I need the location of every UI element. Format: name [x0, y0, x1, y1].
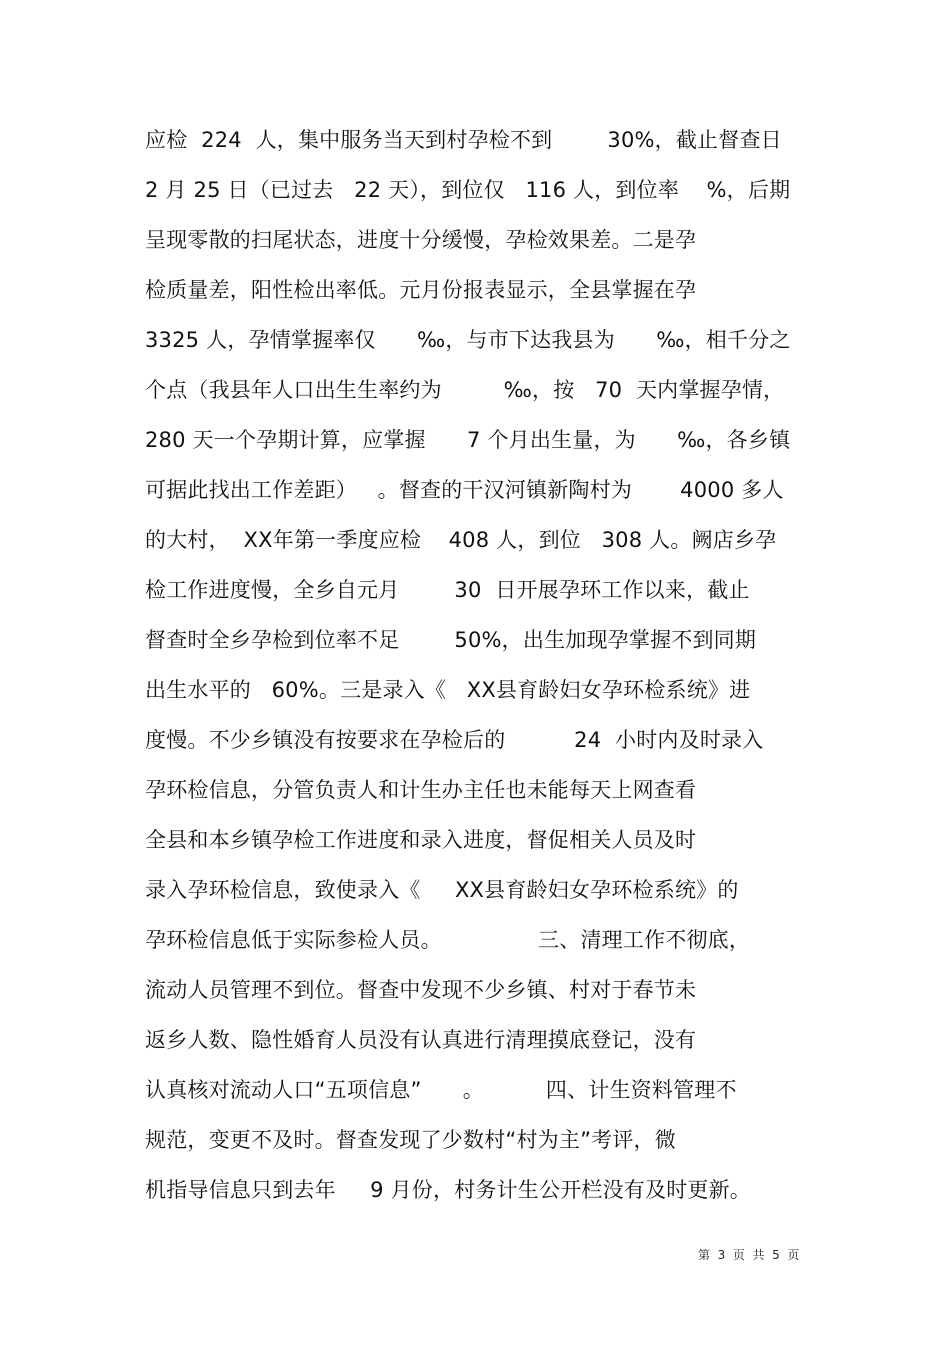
text-line: 全县和本乡镇孕检工作进度和录入进度，督促相关人员及时 — [145, 828, 697, 852]
text-line: 3325 人，孕情掌握率仅 ‰，与市下达我县为 ‰，相千分之 — [145, 328, 791, 352]
text-line: 流动人员管理不到位。督查中发现不少乡镇、村对于春节未 — [145, 978, 697, 1002]
body-text — [145, 122, 825, 1222]
text-line: 孕环检信息低于实际参检人员。 三、清理工作不彻底， — [145, 928, 751, 952]
text-line: 规范，变更不及时。督查发现了少数村“村为主”考评，微 — [145, 1128, 676, 1152]
text-line: 度慢。不少乡镇没有按要求在孕检后的 24 小时内及时录入 — [145, 728, 764, 752]
text-line: 督查时全乡孕检到位率不足 50%，出生加现孕掌握不到同期 — [145, 628, 757, 652]
text-line: 检工作进度慢，全乡自元月 30 日开展孕环工作以来，截止 — [145, 578, 750, 602]
text-line: 呈现零散的扫尾状态，进度十分缓慢，孕检效果差。二是孕 — [145, 228, 697, 252]
text-line: 2 月 25 日（已过去 22 天），到位仅 116 人，到位率 %，后期 — [145, 178, 791, 202]
text-line: 检质量差，阳性检出率低。元月份报表显示，全县掌握在孕 — [145, 278, 697, 302]
text-line: 的大村， XX年第一季度应检 408 人，到位 308 人。阙店乡孕 — [145, 528, 777, 552]
text-line: 认真核对流动人口“五项信息” 。 四、计生资料管理不 — [145, 1078, 737, 1102]
text-line: 录入孕环检信息，致使录入《 XX县育龄妇女孕环检系统》的 — [145, 878, 739, 902]
text-line: 机指导信息只到去年 9 月份，村务计生公开栏没有及时更新。 — [145, 1178, 752, 1202]
text-line: 出生水平的 60%。三是录入《 XX县育龄妇女孕环检系统》进 — [145, 678, 751, 702]
page-number: 第 3 页 共 5 页 — [698, 1248, 800, 1262]
text-line: 280 天一个孕期计算，应掌握 7 个月出生量，为 ‰，各乡镇 — [145, 428, 791, 452]
text-line: 个点（我县年人口出生生率约为 ‰，按 70 天内掌握孕情， — [145, 378, 785, 402]
text-line: 返乡人数、隐性婚育人员没有认真进行清理摸底登记，没有 — [145, 1028, 697, 1052]
text-line: 孕环检信息，分管负责人和计生办主任也未能每天上网查看 — [145, 778, 697, 802]
text-line: 可据此找出工作差距） 。督查的干汉河镇新陶村为 4000 多人 — [145, 478, 784, 502]
text-line: 应检 224 人，集中服务当天到村孕检不到 30%，截止督查日 — [145, 128, 782, 152]
